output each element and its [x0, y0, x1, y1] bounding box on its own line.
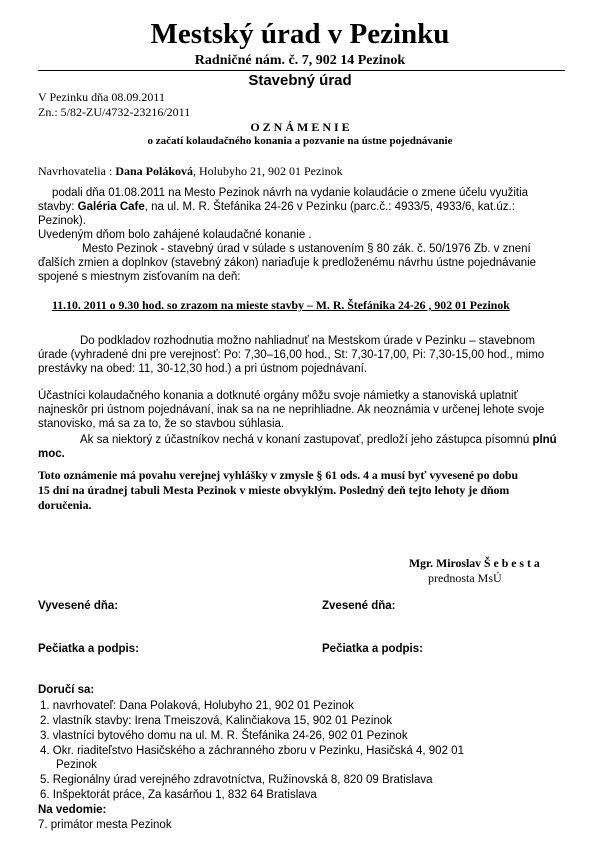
notice-subheading: o začatí kolaudačného konania a pozvanie na ústne pojednávanie: [147, 135, 453, 147]
paragraph-6-line-2: moc.: [38, 448, 65, 460]
meeting-date-location: 11.10. 2011 o 9.30 hod. so zrazom na mieste stavby – M. R. Štefánika 24-26 , 902 01 Pezinok: [52, 298, 510, 312]
paragraph-3-line-1: Mesto Pezinok - stavebný úrad v súlade s ustanovením § 80 zák. č. 50/1976 Zb. v znení: [82, 243, 531, 255]
applicant-label: Navrhovatelia :: [38, 164, 116, 178]
paragraph-5-line-2: najneskôr pri ústnom pojednávaní, inak sa na ne neprihliadne. Ak neoznámia v určenej lehote svoje: [38, 404, 545, 416]
applicant-address: , Holubyho 21, 902 01 Pezinok: [193, 164, 343, 178]
building-name: Galéria Cafe: [77, 201, 145, 213]
department-name: Stavebný úrad: [248, 72, 352, 89]
removed-date-label: Zvesené dňa:: [322, 600, 396, 612]
paragraph-4-line-2: úrade (vyhradené dni pre verejnosť: Po: 7,30–16,00 hod., St: 7,30-17,00, Pi: 7,30-15,00 hod., mimo: [38, 349, 545, 361]
paragraph-5-line-3: stanovisko, má sa za to, že so stavbou súhlasia.: [38, 418, 285, 430]
p1-pre: stavby:: [38, 201, 78, 213]
stamp-signature-left: Pečiatka a podpis:: [38, 643, 139, 655]
delivery-item: 3. vlastníci bytového domu na ul. M. R. Štefánika 24-26, 902 01 Pezinok: [40, 730, 408, 742]
delivery-item-continuation: Pezinok: [56, 759, 97, 771]
paragraph-1-line-3: Pezinok).: [38, 215, 86, 227]
signatory-role: prednosta MsÚ: [428, 571, 502, 585]
delivery-item: 1. navrhovateľ: Dana Polaková, Holubyho 21, 902 01 Pezinok: [40, 700, 355, 712]
paragraph-4-line-1: Do podkladov rozhodnutia možno nahliadnuť na Mestskom úrade v Pezinku – stavebnom: [80, 335, 535, 347]
paragraph-7-line-2: 15 dní na úradnej tabuli Mesta Pezinok v mieste obvyklým. Posledný deň tejto lehoty je dňom: [38, 483, 510, 497]
delivery-item: 5. Regionálny úrad verejného zdravotníctva, Ružinovská 8, 820 09 Bratislava: [40, 774, 433, 786]
paragraph-5-line-1: Účastníci kolaudačného konania a dotknuté orgány môžu svoje námietky a stanoviská uplatniť: [38, 390, 518, 402]
cc-item: 7. primátor mesta Pezinok: [38, 819, 172, 831]
paragraph-4-line-3: prestávky na obed: 11, 30-12,30 hod.) a pri ústnom pojednávaní.: [38, 363, 368, 375]
signatory-name: Mgr. Miroslav Š e b e s t a: [409, 556, 540, 570]
reference-number: Zn.: 5/82-ZU/4732-23216/2011: [38, 105, 191, 119]
delivery-item: 2. vlastník stavby: Irena Tmeiszová, Kalinčiakova 15, 902 01 Pezinok: [40, 715, 393, 727]
header-divider: [38, 70, 565, 71]
notice-heading: O Z N Á M E N I E: [250, 120, 350, 134]
applicant-line: [38, 164, 343, 178]
delivery-item: 4. Okr. riaditeľstvo Hasičského a záchranného zboru v Pezinku, Hasičská 4, 902 01: [40, 745, 464, 757]
office-title: Mestský úrad v Pezinku: [150, 18, 450, 50]
p1-post: , na ul. M. R. Štefánika 24-26 v Pezinku (parc.č.: 4933/5, 4933/6, kat.úz.:: [144, 201, 515, 213]
p6-text: Ak sa niektorý z účastníkov nechá v konaní zastupovať, predloží jeho zástupca písomnú: [80, 434, 533, 446]
date-line: V Pezinku dňa 08.09.2011: [38, 90, 165, 104]
delivery-heading: Doručí sa:: [38, 684, 95, 696]
stamp-signature-right: Pečiatka a podpis:: [322, 643, 423, 655]
paragraph-3-line-3: spojené s miestnym zisťovaním na deň:: [38, 271, 241, 283]
paragraph-7-line-3: doručenia.: [38, 498, 92, 512]
paragraph-3-line-2: ďalších zmien a doplnkov (stavebný zákon) nariaďuje k predloženému návrhu ústne pojednávanie: [38, 257, 537, 269]
cc-heading: Na vedomie:: [38, 804, 107, 816]
delivery-item: 6. Inšpektorát práce, Za kasárňou 1, 832 64 Bratislava: [40, 789, 317, 801]
p6-bold: plnú: [532, 434, 557, 446]
paragraph-6-line-1: [80, 433, 557, 447]
posted-date-label: Vyvesené dňa:: [38, 600, 119, 612]
paragraph-1-line-2: [38, 200, 515, 214]
paragraph-7-line-1: Toto oznámenie má povahu verejnej vyhlášky v zmysle § 61 ods. 4 a musí byť vyvesené po dobu: [38, 468, 519, 482]
office-address: Radničné nám. č. 7, 902 14 Pezinok: [194, 53, 406, 68]
paragraph-1-line-1: podali dňa 01.08.2011 na Mesto Pezinok návrh na vydanie kolaudácie o zmene účelu využitia: [52, 187, 529, 199]
paragraph-2: Uvedeným dňom bolo zahájené kolaudačné konanie .: [38, 229, 312, 241]
applicant-name: Dana Poláková: [115, 164, 193, 178]
